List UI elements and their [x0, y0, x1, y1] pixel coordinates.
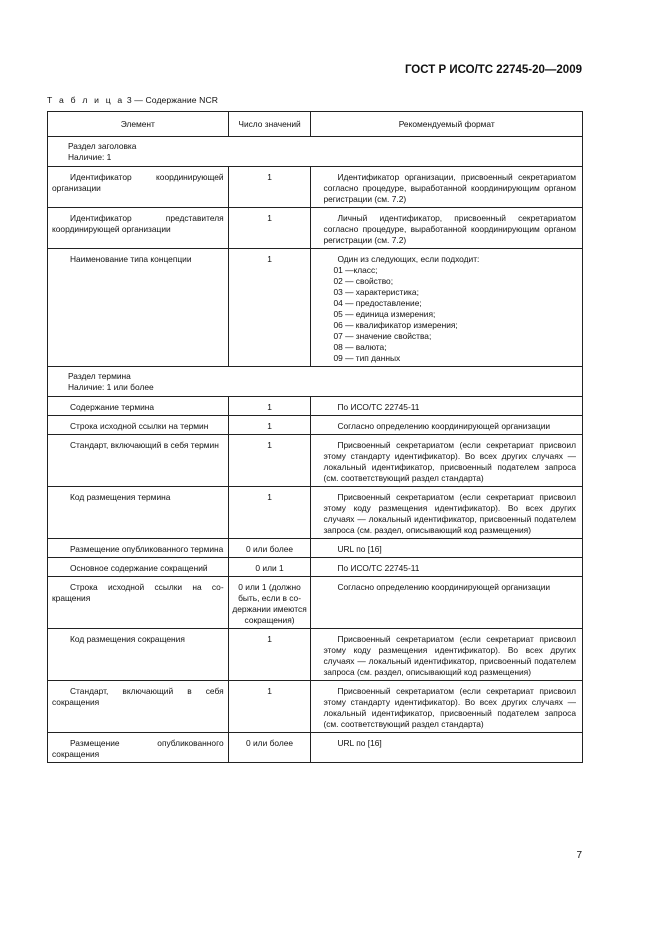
- document-title: ГОСТ Р ИСО/ТС 22745-20—2009: [404, 64, 582, 76]
- list-item: 09 — тип данных: [333, 353, 401, 363]
- section-cell: [48, 367, 583, 397]
- table-row: [48, 416, 583, 435]
- table-row: [48, 487, 583, 539]
- table-caption-label: Т а б л и ц а: [47, 95, 125, 105]
- section-presence: Наличие: 1 или более: [68, 382, 154, 392]
- element-cell: Идентификатор координирующей организации: [48, 167, 229, 208]
- element-cell: Строка исходной ссылки на сокращения: [48, 577, 229, 629]
- format-cell: [311, 249, 583, 367]
- table-header-row: [48, 112, 583, 137]
- concept-type-list: [323, 265, 576, 364]
- element-cell: Наименование типа концепции: [48, 249, 229, 367]
- count-cell: 1: [228, 629, 311, 681]
- table-caption-text: 3 — Содержание NCR: [124, 95, 219, 105]
- table-row: [48, 397, 583, 416]
- list-item: 08 — валюта;: [333, 342, 387, 352]
- table-row: [48, 435, 583, 487]
- page-number: 7: [576, 850, 582, 861]
- format-cell: Присвоенный секретариатом (если секретариат присвоил этому стандарту идентификатор). Во всех других случаях — локальный идентификатор, присвоенный подателем запроса (см. соответствующий раздел стандарта): [311, 435, 583, 487]
- section-title: Раздел термина: [68, 371, 131, 381]
- element-cell: Код размещения сокращения: [48, 629, 229, 681]
- element-cell: Основное содержание сокращений: [48, 558, 229, 577]
- format-cell: Согласно определению координирующей организации: [311, 577, 583, 629]
- section-presence: Наличие: 1: [68, 152, 112, 162]
- count-cell: 1: [228, 167, 311, 208]
- list-item: 05 — единица измерения;: [333, 309, 436, 319]
- element-cell: Размещение опубликованного термина: [48, 539, 229, 558]
- section-title: Раздел заголовка: [68, 141, 137, 151]
- table-caption: [47, 95, 218, 105]
- format-cell: Присвоенный секретариатом (если секретариат присвоил этому стандарту идентификатор). Во всех других случаях — локальный идентификатор, присвоенный подателем запроса (см. соответствующий раздел стандарта): [311, 681, 583, 733]
- table-row: [48, 167, 583, 208]
- format-cell: Присвоенный секретариатом (если секретариат присвоил этому коду размещения идентификатор). Во всех других случаях — локальный идентификатор, присвоенный подателем запроса (см. раздел, описывающий код размещения): [311, 487, 583, 539]
- table-row-concept-type: [48, 249, 583, 367]
- table-row: [48, 681, 583, 733]
- format-cell: Присвоенный секретариатом (если секретариат присвоил этому коду размещения идентификатор). Во всех других случаях — локальный идентификатор, присвоенный подателем запроса (см. раздел, описывающий код размещения): [311, 629, 583, 681]
- list-item: 06 — квалификатор измерения;: [333, 320, 458, 330]
- ncr-content-table: [47, 111, 583, 763]
- element-cell: Содержание термина: [48, 397, 229, 416]
- section-cell: [48, 137, 583, 167]
- element-cell: Размещение опубликованного сокращения: [48, 733, 229, 763]
- element-cell: Код размещения термина: [48, 487, 229, 539]
- count-cell: 0 или более: [228, 539, 311, 558]
- count-cell: 1: [228, 397, 311, 416]
- count-cell: 1: [228, 249, 311, 367]
- table-row: [48, 558, 583, 577]
- format-cell: Согласно определению координирующей организации: [311, 416, 583, 435]
- format-cell: По ИСО/ТС 22745-11: [311, 558, 583, 577]
- count-cell: 1: [228, 208, 311, 249]
- table-row: [48, 539, 583, 558]
- list-item: 02 — свойство;: [333, 276, 394, 286]
- format-cell: Идентификатор организации, присвоенный секретариатом согласно процедуре, выработанной координирующим органом регистрации (см. 7.2): [311, 167, 583, 208]
- section-row-header: [48, 137, 583, 167]
- column-header-element: Элемент: [48, 112, 229, 137]
- list-item: 03 — характеристика;: [333, 287, 419, 297]
- element-cell: Стандарт, включающий в себя термин: [48, 435, 229, 487]
- section-row-term: [48, 367, 583, 397]
- count-cell: 0 или более: [228, 733, 311, 763]
- count-cell: 1: [228, 416, 311, 435]
- element-cell: Стандарт, включающий в себя сокращения: [48, 681, 229, 733]
- list-item: 01 —класс;: [333, 265, 378, 275]
- count-cell: 0 или 1: [228, 558, 311, 577]
- element-cell: Строка исходной ссылки на термин: [48, 416, 229, 435]
- table-row: [48, 577, 583, 629]
- count-cell: 1: [228, 681, 311, 733]
- format-cell: Личный идентификатор, присвоенный секретариатом согласно процедуре, выработанной координирующим органом регистрации (см. 7.2): [311, 208, 583, 249]
- format-cell: По ИСО/ТС 22745-11: [311, 397, 583, 416]
- count-cell: 0 или 1 (должно быть, если в содержании имеются сокращения): [228, 577, 311, 629]
- list-item: 04 — предоставление;: [333, 298, 422, 308]
- concept-list-intro: Один из следующих, если подходит:: [337, 254, 480, 264]
- count-cell: 1: [228, 487, 311, 539]
- column-header-count: Число значений: [228, 112, 311, 137]
- list-item: 07 — значение свойства;: [333, 331, 432, 341]
- element-cell: Идентификатор представителя координирующей организации: [48, 208, 229, 249]
- column-header-format: Рекомендуемый формат: [311, 112, 583, 137]
- format-cell: URL по [16]: [311, 539, 583, 558]
- table-row: [48, 733, 583, 763]
- table-row: [48, 208, 583, 249]
- table-row: [48, 629, 583, 681]
- count-cell: 1: [228, 435, 311, 487]
- format-cell: URL по [16]: [311, 733, 583, 763]
